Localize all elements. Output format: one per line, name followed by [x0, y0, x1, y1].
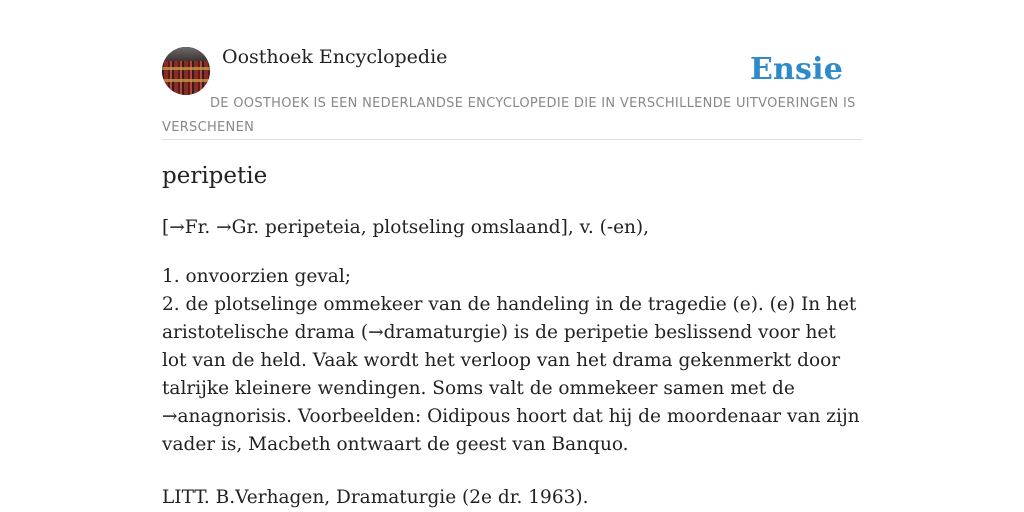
- etymology-text: Gr. peripeteia, plotseling omslaand], v. (-en),: [231, 217, 650, 238]
- link-dramaturgie[interactable]: [368, 322, 501, 343]
- arrow-icon: →: [368, 322, 384, 343]
- bracket-open: [: [162, 217, 170, 238]
- arrow-icon: →: [169, 217, 185, 238]
- site-header: [162, 0, 862, 140]
- site-tagline: DE OOSTHOEK IS EEN NEDERLANDSE ENCYCLOPEDIE DIE IN VERSCHILLENDE UITVOERINGEN IS VERSCHENEN: [162, 96, 856, 135]
- page-container: [162, 0, 862, 508]
- literature-reference: LITT. B.Verhagen, Dramaturgie (2e dr. 1963).: [162, 487, 589, 508]
- definition-line-1: 1. onvoorzien geval;: [162, 266, 351, 287]
- link-dramaturgie-label: dramaturgie: [383, 322, 501, 343]
- site-avatar[interactable]: [162, 47, 210, 95]
- definition-text: ) is de peripetie beslissend voor het lot van de held. Vaak wordt het verloop van het drama gekenmerkt door talrijke kleinere wendingen. Soms valt de ommekeer samen met de: [162, 322, 841, 399]
- link-fr-label: Fr.: [184, 217, 217, 238]
- arrow-icon: →: [216, 217, 232, 238]
- link-gr[interactable]: [216, 217, 232, 238]
- definition-text: . Voorbeelden: Oidipous hoort dat hij de moordenaar van zijn vader is, Macbeth ontwaart de geest van Banquo.: [162, 406, 860, 455]
- entry-title: peripetie: [162, 163, 268, 189]
- link-fr[interactable]: [169, 217, 216, 238]
- gold-band: [162, 67, 210, 70]
- gold-band: [162, 79, 210, 82]
- link-anagnorisis-label: anagnorisis: [177, 406, 287, 427]
- definition-line-2: [162, 291, 862, 459]
- ensie-logo[interactable]: Ensie: [749, 52, 843, 87]
- etymology: [162, 217, 649, 238]
- arrow-icon: →: [162, 406, 178, 427]
- definition: [162, 263, 862, 459]
- site-title[interactable]: Oosthoek Encyclopedie: [222, 46, 448, 68]
- definition-text: 2. de plotselinge ommekeer van de handeling in de tragedie (e). (e) In het aristotelische drama (: [162, 294, 857, 343]
- shelf-shade: [162, 47, 210, 61]
- link-anagnorisis[interactable]: [162, 406, 286, 427]
